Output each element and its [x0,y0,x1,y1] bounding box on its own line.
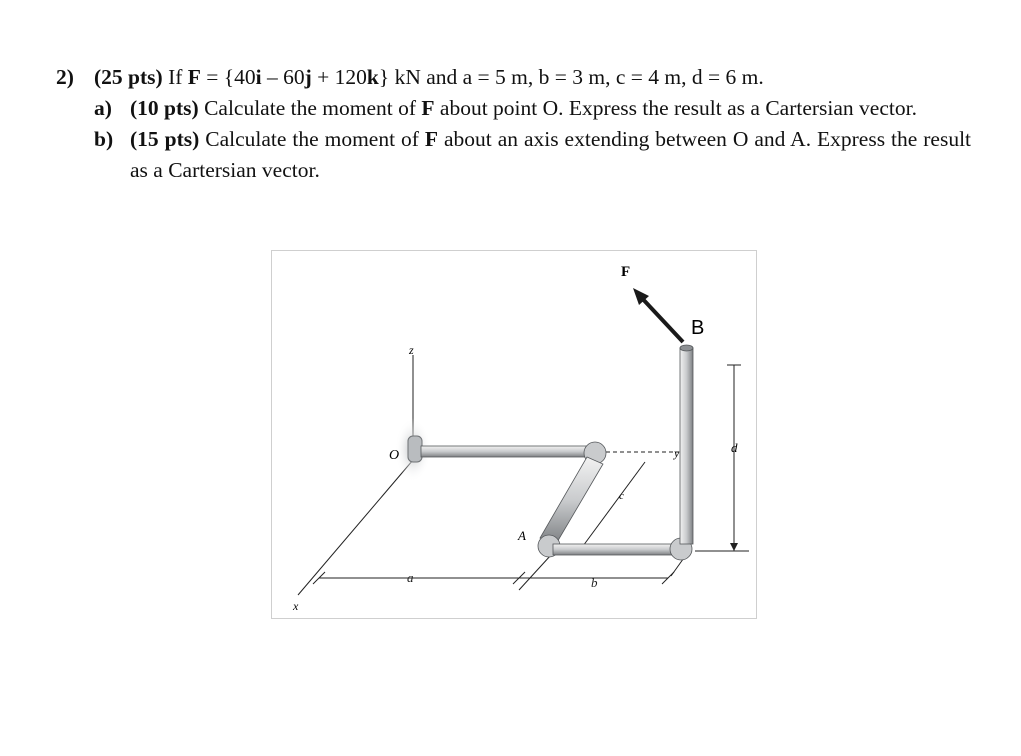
problem-statement [56,62,971,186]
label-x: x [293,599,299,613]
part-b [94,124,971,186]
label-a: a [407,570,414,585]
part-b-text: (15 pts) Calculate the moment of F about an axis extending between O and A. Express the result as a Cartersian vector. [130,127,972,182]
label-O: O [389,448,400,463]
problem-intro [56,62,971,93]
label-z: z [409,343,414,357]
part-a-text: (10 pts) Calculate the moment of F about point O. Express the result as a Cartersian vector. [130,96,917,120]
label-F: F [621,264,631,280]
problem-number: 2) [56,65,74,89]
label-b: b [591,575,598,590]
pipe-end-B [680,345,693,351]
label-d: d [731,440,738,455]
label-y: y [674,446,680,460]
flange-support [408,436,422,462]
part-b-label: b) [94,127,114,151]
label-c: c [619,490,624,502]
pipe-diagram [271,250,757,619]
problem-intro-text: (25 pts) If F = {40i – 60j + 120k} kN and a = 5 m, b = 3 m, c = 4 m, d = 6 m. [94,65,764,89]
pipe-assembly-figure [271,250,757,619]
problem-points: (25 pts) [94,65,163,89]
pipe-segment-vertical [680,348,693,544]
label-B: B [691,317,705,339]
part-a-label: a) [94,96,112,120]
label-A: A [518,528,526,543]
pipe-segment-O [421,446,593,457]
part-a [94,93,971,124]
pipe-segment-bottom [553,544,677,555]
